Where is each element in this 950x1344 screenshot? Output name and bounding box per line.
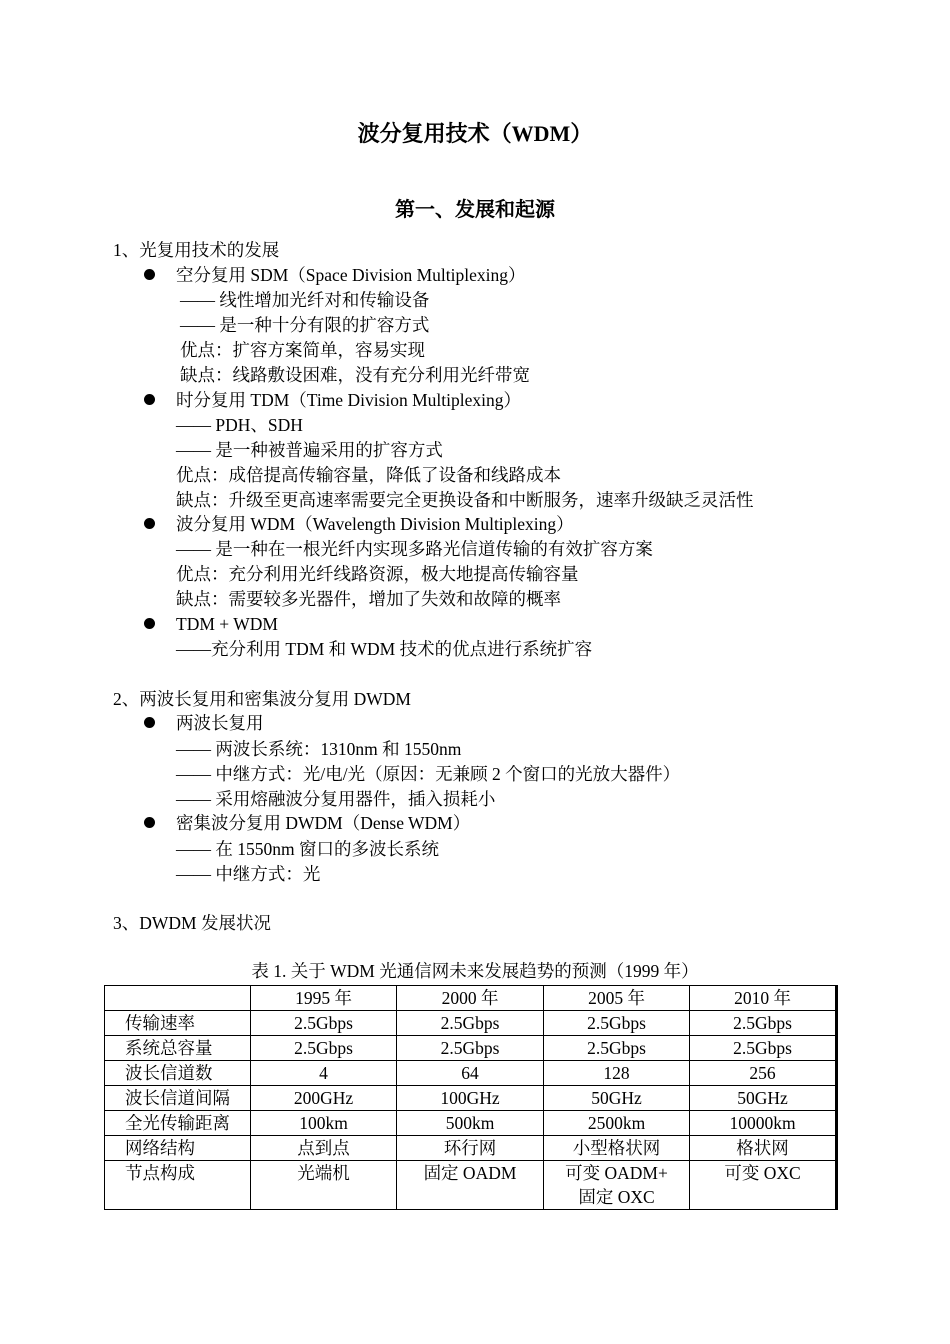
two-line-1: —— 两波长系统：1310nm 和 1550nm	[176, 739, 462, 759]
sdm-line-4: 缺点：线路敷设困难，没有充分利用光纤带宽	[180, 365, 530, 385]
document-title: 波分复用技术（WDM）	[357, 121, 593, 146]
wdm-line-3: 缺点：需要较多光器件，增加了失效和故障的概率	[176, 589, 561, 609]
table-cell: 2.5Gbps	[397, 1011, 544, 1036]
dwdm-line-2: —— 中继方式：光	[176, 864, 321, 884]
tdm-line-3: 优点：成倍提高传输容量，降低了设备和线路成本	[176, 465, 561, 485]
table-row	[105, 1086, 837, 1111]
table-cell: 光端机	[251, 1161, 397, 1210]
table-cell: 2.5Gbps	[251, 1036, 397, 1061]
two-line-2: —— 中继方式：光/电/光（原因：无兼顾 2 个窗口的光放大器件）	[176, 764, 681, 784]
bullet-icon	[144, 717, 155, 728]
sdm-line-3: 优点：扩容方案简单，容易实现	[180, 340, 425, 360]
table-cell: 100km	[251, 1111, 397, 1136]
bullet-icon	[144, 269, 155, 280]
table-cell: 2500km	[544, 1111, 690, 1136]
bullet-icon	[144, 817, 155, 828]
wdm-line-2: 优点：充分利用光纤线路资源，极大地提高传输容量	[176, 564, 579, 584]
table-cell: 2.5Gbps	[544, 1011, 690, 1036]
cell-line: 固定 OXC	[578, 1187, 655, 1207]
bullet-tdm-wdm: TDM + WDM	[176, 614, 278, 634]
table-caption: 表 1. 关于 WDM 光通信网未来发展趋势的预测（1999 年）	[251, 961, 699, 981]
tdm-line-4: 缺点：升级至更高速率需要完全更换设备和中断服务，速率升级缺乏灵活性	[176, 490, 754, 510]
header-cell: 2000 年	[397, 986, 544, 1011]
table-cell	[544, 1161, 690, 1210]
table-row	[105, 1161, 837, 1210]
header-cell: 1995 年	[251, 986, 397, 1011]
table-cell: 固定 OADM	[397, 1161, 544, 1210]
table-cell: 500km	[397, 1111, 544, 1136]
table-cell: 4	[251, 1061, 397, 1086]
table-cell: 2.5Gbps	[690, 1036, 837, 1061]
bullet-wdm: 波分复用 WDM（Wavelength Division Multiplexing）	[176, 514, 574, 534]
heading-2: 2、两波长复用和密集波分复用 DWDM	[113, 689, 411, 709]
sdm-line-2: —— 是一种十分有限的扩容方式	[180, 315, 430, 335]
table-header-row	[105, 986, 837, 1011]
table-cell: 格状网	[690, 1136, 837, 1161]
row-header: 传输速率	[105, 1011, 251, 1036]
cell-line: 可变 OADM+	[565, 1163, 668, 1183]
table-row	[105, 1036, 837, 1061]
table-cell: 64	[397, 1061, 544, 1086]
bullet-icon	[144, 518, 155, 529]
table-cell: 环行网	[397, 1136, 544, 1161]
header-cell: 2005 年	[544, 986, 690, 1011]
row-header: 网络结构	[105, 1136, 251, 1161]
table-row	[105, 1136, 837, 1161]
table-row	[105, 1111, 837, 1136]
table-cell: 2.5Gbps	[397, 1036, 544, 1061]
tdm-line-1: —— PDH、SDH	[176, 415, 303, 435]
row-header: 节点构成	[105, 1161, 251, 1210]
tdm-wdm-line-1: ——充分利用 TDM 和 WDM 技术的优点进行系统扩容	[176, 639, 593, 659]
section-title: 第一、发展和起源	[395, 199, 555, 221]
table-cell: 2.5Gbps	[251, 1011, 397, 1036]
row-header: 波长信道间隔	[105, 1086, 251, 1111]
sdm-line-1: —— 线性增加光纤对和传输设备	[180, 290, 430, 310]
table-cell: 100GHz	[397, 1086, 544, 1111]
tdm-line-2: —— 是一种被普遍采用的扩容方式	[176, 440, 443, 460]
table-cell: 2.5Gbps	[544, 1036, 690, 1061]
table-cell: 50GHz	[690, 1086, 837, 1111]
dwdm-line-1: —— 在 1550nm 窗口的多波长系统	[176, 839, 439, 859]
bullet-icon	[144, 394, 155, 405]
table-row	[105, 1061, 837, 1086]
forecast-table	[104, 985, 838, 1210]
row-header: 波长信道数	[105, 1061, 251, 1086]
table-cell: 点到点	[251, 1136, 397, 1161]
table-cell: 小型格状网	[544, 1136, 690, 1161]
table-cell: 10000km	[690, 1111, 837, 1136]
table-cell: 2.5Gbps	[690, 1011, 837, 1036]
table-cell: 50GHz	[544, 1086, 690, 1111]
bullet-two-wavelength: 两波长复用	[176, 713, 264, 733]
table-row	[105, 1011, 837, 1036]
row-header: 系统总容量	[105, 1036, 251, 1061]
wdm-line-1: —— 是一种在一根光纤内实现多路光信道传输的有效扩容方案	[176, 539, 653, 559]
heading-1: 1、光复用技术的发展	[113, 240, 280, 260]
bullet-icon	[144, 618, 155, 629]
table-cell: 128	[544, 1061, 690, 1086]
two-line-3: —— 采用熔融波分复用器件，插入损耗小	[176, 789, 496, 809]
row-header: 全光传输距离	[105, 1111, 251, 1136]
table-cell: 可变 OXC	[690, 1161, 837, 1210]
header-cell: 2010 年	[690, 986, 837, 1011]
header-cell	[105, 986, 251, 1011]
heading-3: 3、DWDM 发展状况	[113, 913, 271, 933]
table-cell: 256	[690, 1061, 837, 1086]
bullet-sdm: 空分复用 SDM（Space Division Multiplexing）	[176, 265, 526, 285]
bullet-tdm: 时分复用 TDM（Time Division Multiplexing）	[176, 390, 522, 410]
bullet-dwdm: 密集波分复用 DWDM（Dense WDM）	[176, 813, 471, 833]
table-cell: 200GHz	[251, 1086, 397, 1111]
